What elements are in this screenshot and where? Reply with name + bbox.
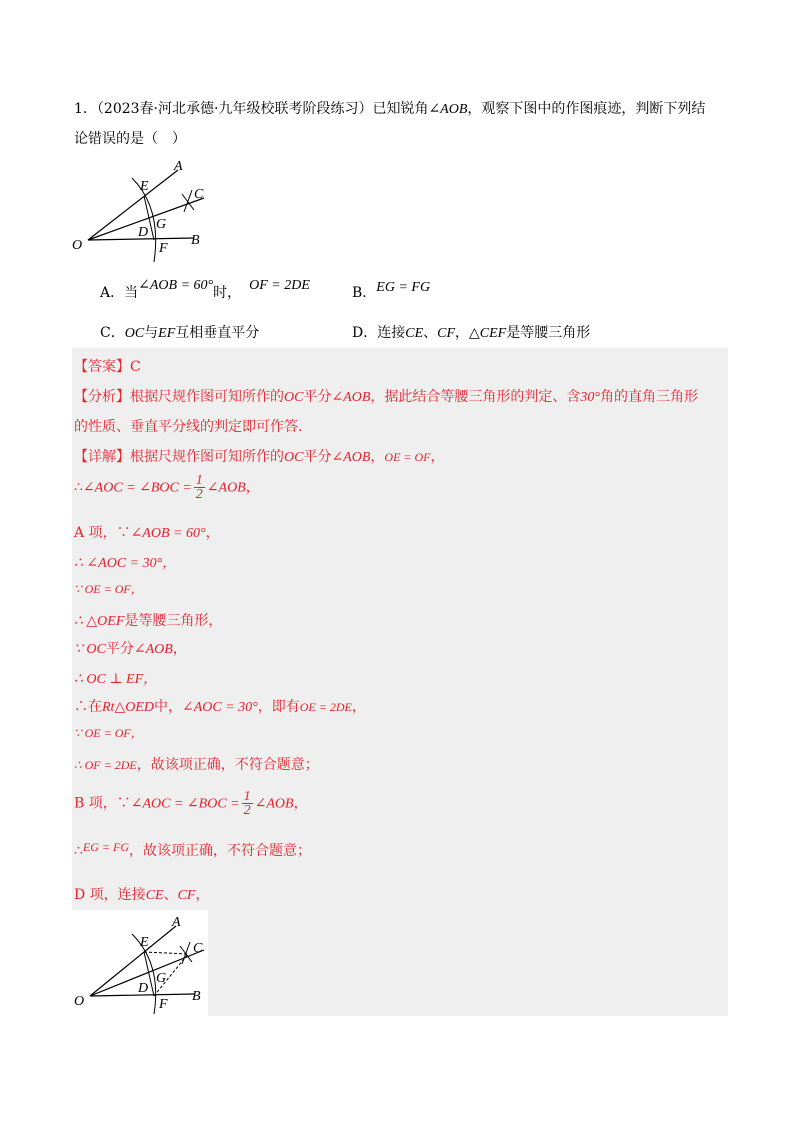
detail-angle: ∠AOB (331, 450, 371, 465)
fraction-denominator: 2 (243, 803, 251, 818)
label-c: C (193, 941, 203, 956)
option-a-letter: A． (100, 285, 125, 301)
separator: 、 (163, 887, 178, 903)
comma: ， (205, 525, 220, 541)
comma: ， (195, 887, 210, 903)
option-c-mid: 与 (144, 325, 159, 341)
analysis-oc: OC (284, 390, 304, 405)
conclusion-a: ，故该项正确，不符合题意； (136, 757, 319, 773)
option-a-expr1: ∠AOB = 60° (138, 278, 214, 293)
label-a: A (174, 159, 183, 174)
therefore-symbol: ∴ (74, 479, 83, 496)
label-o: O (74, 994, 85, 1009)
comma: ， (245, 479, 260, 496)
label-e: E (140, 179, 149, 194)
option-d-sep: 、 (423, 325, 438, 341)
fraction-half (242, 790, 253, 817)
angle-equality: ∠AOC = ∠BOC = (130, 796, 240, 812)
answer-line (74, 356, 141, 376)
right-triangle-oed: Rt△OED (102, 700, 154, 715)
detail-line-12 (74, 790, 308, 817)
analysis-text-e: ，据此结合等腰三角形的判定、含 (370, 389, 581, 405)
label-e: E (140, 935, 149, 950)
fraction-half (194, 474, 205, 501)
label-o: O (72, 238, 83, 253)
construction-figure (70, 158, 220, 268)
question-stem-b: ，观察下图中的作图痕迹，判断下列结 (467, 101, 706, 117)
option-c-expr2: EF (158, 326, 176, 341)
therefore-symbol: ∴ (74, 843, 83, 859)
question-line-1 (74, 98, 705, 118)
detail-line-6 (74, 610, 222, 630)
detail-oe-of: OE = OF (384, 450, 431, 464)
conclusion-b: ，故该项正确，不符合题意； (129, 843, 312, 859)
option-d-comma: ， (455, 325, 470, 341)
question-line-2: 论错误的是（ ） (74, 131, 186, 147)
option-b[interactable] (352, 282, 430, 302)
arc-c2 (184, 190, 192, 212)
label-g: G (156, 217, 167, 232)
option-c-letter: C． (100, 325, 125, 341)
analysis-angle: ∠AOB (331, 390, 371, 405)
analysis-text-g: 角的直角三角形 (600, 389, 699, 405)
detail-line-3 (74, 522, 220, 542)
answer-tag: 【答案】 (74, 359, 130, 375)
angle-aob: ∠AOB (206, 480, 246, 496)
analysis-tag: 【分析】 (74, 389, 130, 405)
item-b-label: B 项， (74, 795, 117, 812)
option-d-pre: 连接 (377, 325, 406, 341)
because-symbol: ∵ (116, 525, 131, 541)
comma: ， (172, 641, 187, 657)
detail-line-9 (74, 696, 366, 716)
label-c: C (194, 187, 204, 202)
analysis-30deg: 30° (580, 390, 601, 405)
analysis-text-c: 平分 (303, 389, 332, 405)
detail-text-e: ， (370, 449, 385, 465)
eg-fg: EG = FG (82, 840, 130, 854)
angle-aob-60: ∠AOB = 60° (130, 526, 206, 541)
option-d-expr1: CE (405, 326, 424, 341)
detail-tag: 【详解】 (74, 449, 130, 465)
detail-oc: OC (284, 450, 304, 465)
label-f: F (159, 241, 168, 256)
detail-text-a: 根据尺规作图可知所作的 (130, 449, 284, 465)
question-stem-a: 已知锐角 (372, 101, 429, 117)
dashed-ce (144, 952, 188, 954)
option-a[interactable] (100, 278, 310, 302)
fraction-numerator: 1 (243, 789, 251, 804)
label-f: F (159, 997, 168, 1012)
comma: ， (293, 795, 308, 812)
construction-figure-dashed (72, 910, 208, 1016)
detail-line-14 (74, 884, 209, 904)
detail-line-4: ∴ ∠AOC = 30°， (74, 556, 177, 571)
option-b-expr: EG = FG (376, 280, 431, 295)
label-d: D (138, 225, 149, 240)
detail-line-8: ∴ OC ⊥ EF， (74, 672, 158, 687)
question-number: 1． (74, 101, 97, 117)
stem-angle: ∠AOB (428, 102, 468, 117)
label-b: B (191, 233, 200, 248)
because-oc: ∵ OC (74, 642, 106, 657)
isosceles-text: 是等腰三角形， (124, 613, 223, 629)
answer-value: C (130, 359, 141, 375)
comma: ， (351, 699, 366, 715)
detail-line-2 (74, 474, 260, 501)
detail-line-11 (74, 754, 319, 774)
option-d-letter: D． (352, 325, 378, 341)
bisect-text: 平分 (105, 641, 134, 657)
fraction-denominator: 2 (195, 487, 203, 502)
option-c-expr1: OC (124, 326, 145, 341)
detail-line-13 (74, 840, 311, 860)
hence-text: ，即有 (257, 699, 300, 715)
option-d-post: 是等腰三角形 (506, 325, 591, 341)
label-g: G (156, 971, 167, 986)
option-d-expr2: CF (437, 326, 456, 341)
segment-ce: CE (145, 888, 164, 903)
option-d[interactable] (352, 322, 590, 342)
angle-equality: ∠AOC = ∠BOC = (82, 480, 192, 496)
in-text: 中， (153, 699, 182, 715)
option-c-post: 互相垂直平分 (175, 325, 260, 341)
detail-text-c: 平分 (303, 449, 332, 465)
angle-aoc-30: ∠AOC = 30° (181, 700, 258, 715)
analysis-text-a: 根据尺规作图可知所作的 (130, 389, 284, 405)
option-a-mid: 时， (213, 285, 242, 301)
angle-aob: ∠AOB (254, 796, 294, 812)
of-2de: ∴ OF = 2DE (74, 758, 137, 772)
segment-cf: CF (177, 888, 196, 903)
because-symbol: ∵ (116, 795, 131, 812)
detail-line-10: ∵ OE = OF， (74, 726, 143, 740)
analysis-line-2: 的性质、垂直平分线的判定即可作答. (74, 419, 303, 435)
fraction-numerator: 1 (195, 473, 203, 488)
label-b: B (192, 989, 201, 1004)
option-b-letter: B． (352, 285, 377, 301)
item-a-label: A 项， (74, 525, 117, 541)
triangle-oef: ∴ △OEF (74, 614, 125, 629)
oe-2de: OE = 2DE (299, 700, 352, 714)
analysis-line-1 (74, 386, 698, 406)
therefore-in: ∴在 (74, 699, 102, 715)
option-a-pre: 当 (124, 285, 139, 301)
detail-line-1 (74, 446, 445, 466)
option-c[interactable] (100, 322, 259, 342)
label-a: A (172, 915, 181, 930)
option-d-expr3: △CEF (469, 326, 507, 341)
detail-line-5: ∵ OE = OF， (74, 582, 143, 596)
option-a-expr2: OF = 2DE (249, 278, 310, 293)
label-d: D (138, 981, 149, 996)
angle-aob: ∠AOB (133, 642, 173, 657)
item-d-label: D 项，连接 (74, 887, 146, 903)
detail-text-g: ， (430, 449, 445, 465)
question-source: （2023春·河北承德·九年级校联考阶段练习） (96, 101, 373, 117)
detail-line-7 (74, 638, 187, 658)
